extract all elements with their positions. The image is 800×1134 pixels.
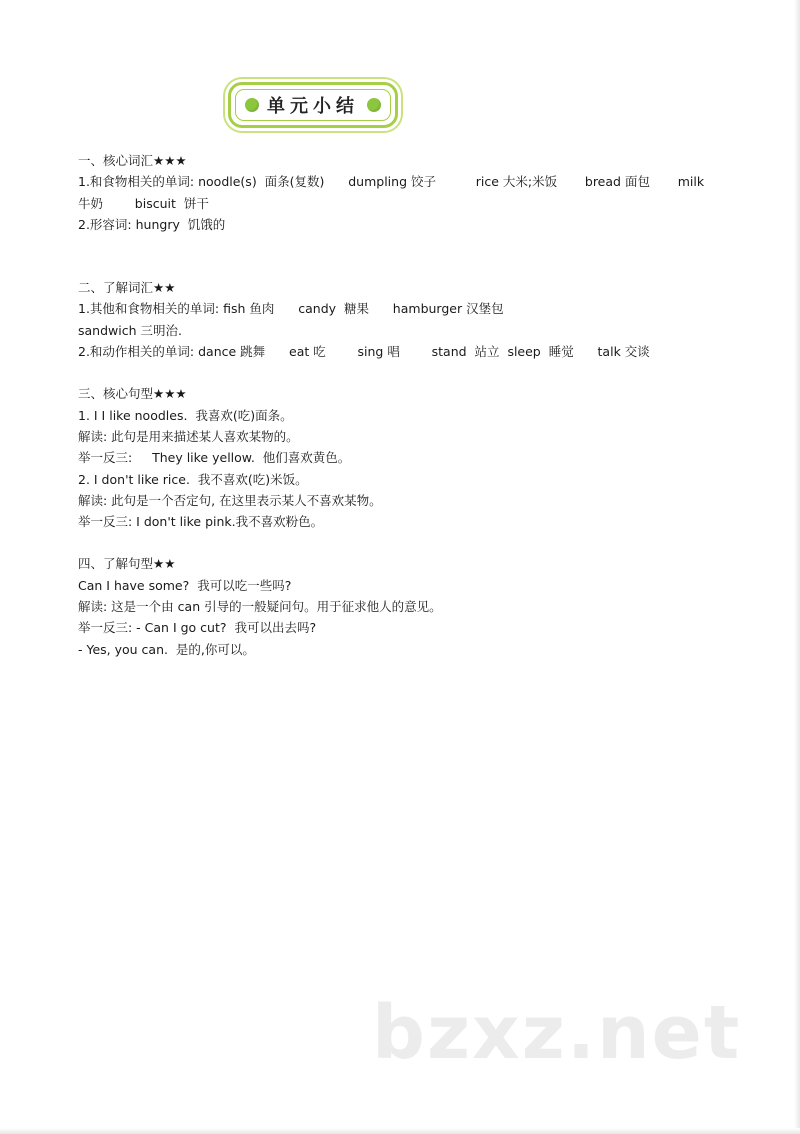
text-line: 2.和动作相关的单词: dance 跳舞 eat 吃 sing 唱 stand 站立 sleep 睡觉 talk 交谈 — [78, 344, 650, 360]
text-line: 牛奶 biscuit 饼干 — [78, 195, 209, 211]
text-line: 1.和食物相关的单词: noodle(s) 面条(复数) dumpling 饺子 rice 大米;米饭 bread 面包 milk — [78, 174, 705, 190]
text-line: 举一反三: - Can I go cut? 我可以出去吗? — [78, 620, 317, 636]
title-badge-inner — [235, 89, 391, 121]
text-line: 2. I don't like rice. 我不喜欢(吃)米饭。 — [78, 471, 308, 487]
text-line: - Yes, you can. 是的,你可以。 — [78, 641, 255, 657]
section-heading: 三、核心句型★★★ — [78, 386, 187, 402]
text-line: 解读: 这是一个由 can 引导的一般疑问句。用于征求他人的意见。 — [78, 599, 442, 615]
section-heading: 二、了解词汇★★ — [78, 280, 176, 296]
title-badge — [228, 82, 398, 128]
section-heading: 四、了解句型★★ — [78, 556, 176, 572]
text-line: 举一反三: They like yellow. 他们喜欢黄色。 — [78, 450, 351, 466]
document-body — [78, 150, 738, 660]
text-line: 1. I I like noodles. 我喜欢(吃)面条。 — [78, 407, 293, 423]
text-line: 2.形容词: hungry 饥饿的 — [78, 216, 226, 232]
section-heading: 一、核心词汇★★★ — [78, 153, 187, 168]
page-edge-right — [794, 0, 800, 1134]
green-dot-icon — [367, 98, 381, 112]
watermark: bzxz.net — [372, 990, 742, 1076]
text-line: 举一反三: I don't like pink.我不喜欢粉色。 — [78, 514, 324, 530]
text-line: Can I have some? 我可以吃一些吗? — [78, 577, 292, 593]
page-title: 单元小结 — [267, 96, 359, 117]
text-line: 解读: 此句是用来描述某人喜欢某物的。 — [78, 428, 299, 444]
green-dot-icon — [245, 98, 259, 112]
text-line: 解读: 此句是一个否定句, 在这里表示某人不喜欢某物。 — [78, 492, 382, 508]
page-edge-bottom — [0, 1128, 800, 1134]
text-line: sandwich 三明治. — [78, 322, 182, 338]
text-line: 1.其他和食物相关的单词: fish 鱼肉 candy 糖果 hamburger 汉堡包 — [78, 301, 504, 317]
